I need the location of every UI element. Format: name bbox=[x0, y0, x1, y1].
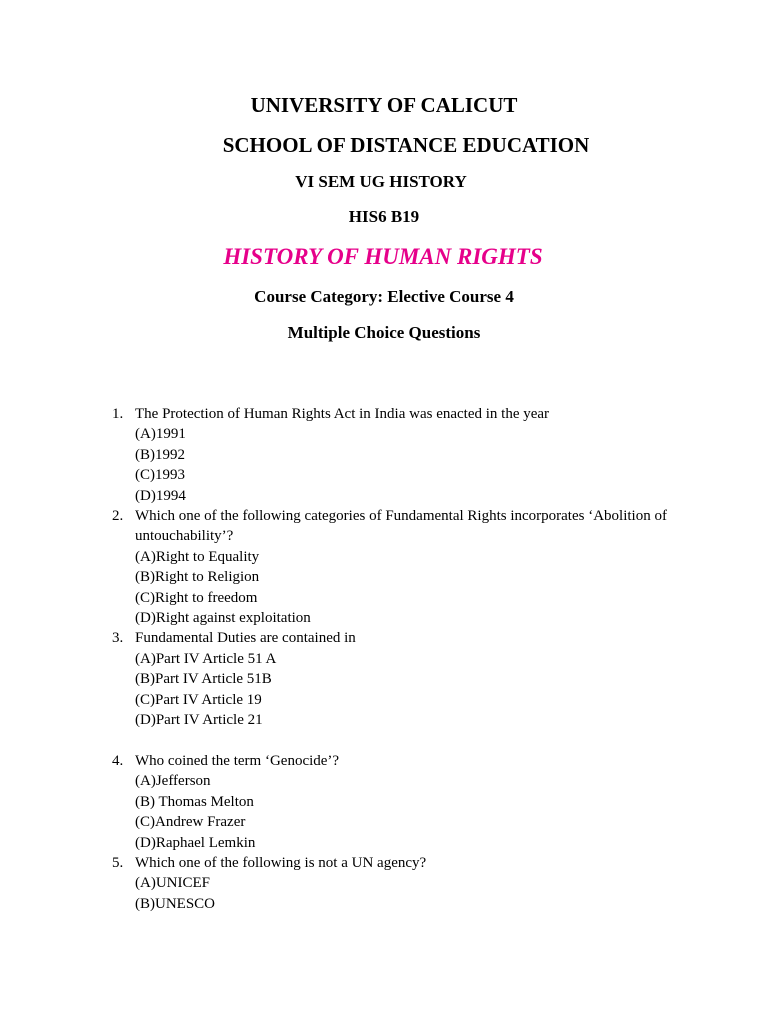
question-1 bbox=[0, 404, 768, 506]
option-b: (B)1992 bbox=[135, 446, 185, 463]
option-d: (D)Right against exploitation bbox=[135, 610, 311, 627]
semester-label: VI SEM UG HISTORY bbox=[295, 172, 467, 191]
school-name: SCHOOL OF DISTANCE EDUCATION bbox=[222, 133, 590, 157]
blank-line bbox=[0, 731, 768, 752]
option-b: (B)Right to Religion bbox=[135, 569, 260, 586]
document-title: HISTORY OF HUMAN RIGHTS bbox=[223, 244, 543, 269]
option-a: (A)Part IV Article 51 A bbox=[135, 650, 277, 667]
option-d: (D)Part IV Article 21 bbox=[135, 712, 263, 729]
option-a: (A)UNICEF bbox=[135, 875, 210, 892]
university-name: UNIVERSITY OF CALICUT bbox=[250, 93, 518, 117]
question-2 bbox=[0, 506, 768, 628]
question-text: Who coined the term ‘Genocide’? bbox=[135, 753, 340, 769]
question-number: 5. bbox=[112, 855, 124, 872]
option-a: (A)Right to Equality bbox=[135, 548, 260, 565]
option-c: (C)Right to freedom bbox=[135, 589, 258, 606]
question-5 bbox=[0, 853, 768, 914]
question-text: Which one of the following categories of Fundamental Rights incorporates ‘Abolition of untouchability’? bbox=[135, 508, 667, 545]
course-category: Course Category: Elective Course 4 bbox=[254, 287, 514, 306]
section-heading: Multiple Choice Questions bbox=[287, 323, 481, 342]
question-number: 3. bbox=[112, 630, 124, 647]
option-d: (D)Raphael Lemkin bbox=[135, 834, 256, 851]
question-3 bbox=[0, 628, 768, 730]
question-text: Which one of the following is not a UN agency? bbox=[135, 855, 427, 872]
question-list bbox=[0, 404, 768, 914]
option-c: (C)Andrew Frazer bbox=[135, 814, 246, 831]
option-d: (D)1994 bbox=[135, 487, 186, 504]
question-4 bbox=[0, 751, 768, 853]
course-code: HIS6 B19 bbox=[348, 207, 420, 226]
question-number: 1. bbox=[112, 406, 124, 422]
option-b: (B)UNESCO bbox=[135, 895, 216, 912]
option-a: (A)1991 bbox=[135, 426, 186, 443]
option-a: (A)Jefferson bbox=[135, 773, 211, 790]
option-c: (C)Part IV Article 19 bbox=[135, 691, 262, 708]
option-b: (B)Part IV Article 51B bbox=[135, 671, 272, 688]
question-number: 4. bbox=[112, 753, 124, 769]
question-text: The Protection of Human Rights Act in India was enacted in the year bbox=[135, 406, 550, 422]
option-b: (B) Thomas Melton bbox=[135, 793, 254, 810]
question-text: Fundamental Duties are contained in bbox=[135, 630, 356, 647]
option-c: (C)1993 bbox=[135, 467, 185, 484]
question-number: 2. bbox=[112, 508, 124, 525]
